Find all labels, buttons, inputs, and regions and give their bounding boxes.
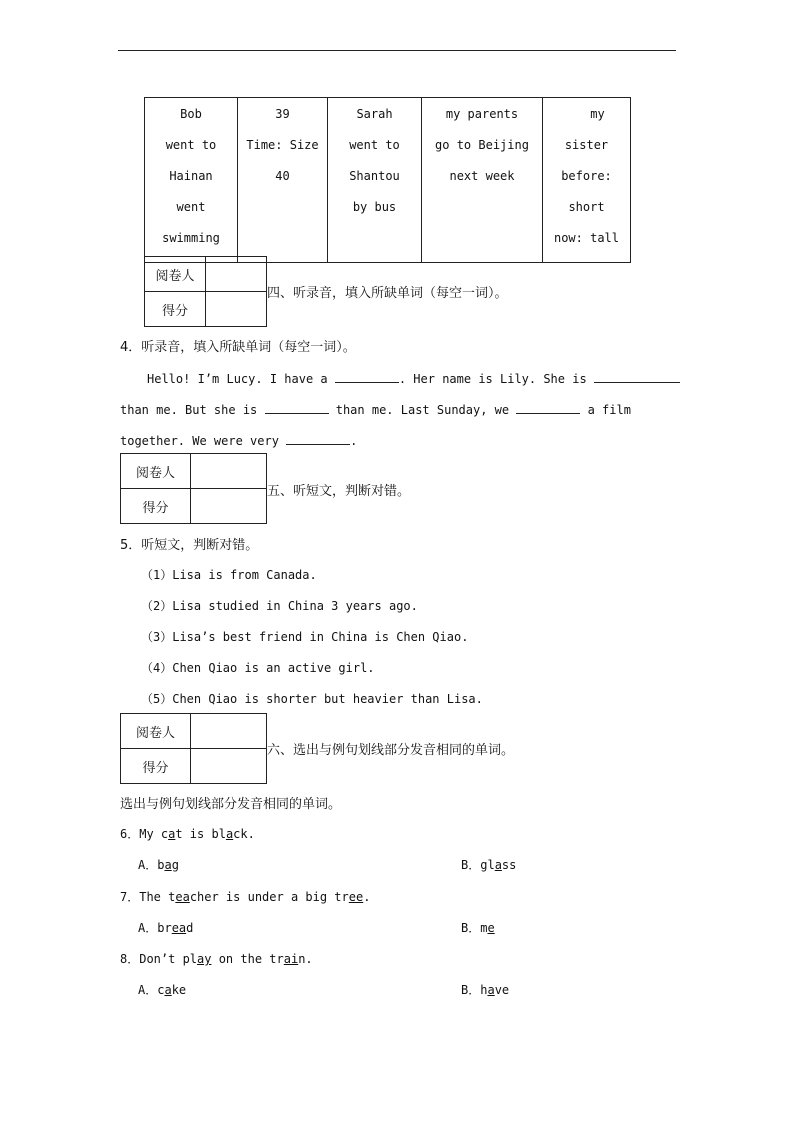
option-text: B．m [461, 921, 488, 935]
cell-line: sister [564, 138, 609, 152]
answer-blank[interactable] [286, 432, 350, 445]
option-text: d [186, 921, 194, 935]
passage-text: than me. Last Sunday, we [328, 403, 517, 417]
cell-line: Time: Size [246, 138, 319, 152]
score-input[interactable] [191, 489, 267, 524]
underlined-sound: a [487, 983, 495, 997]
answer-blank[interactable] [594, 370, 680, 383]
question-text: on the tr [211, 952, 284, 966]
reviewer-label: 阅卷人 [121, 454, 191, 489]
reviewer-input[interactable] [191, 454, 267, 489]
cell-line: by bus [352, 200, 397, 214]
option-text: B．gl [461, 858, 495, 872]
option-b[interactable] [461, 981, 509, 998]
cell-line: Hainan [169, 169, 213, 183]
passage-text: than me. But she is [120, 403, 265, 417]
table-cell [422, 98, 543, 263]
cell-line: swimming [162, 231, 220, 245]
underlined-sound: a [164, 858, 172, 872]
cell-line: 40 [275, 169, 290, 183]
statement-item: （3）Lisa’s best friend in China is Chen Qiao. [141, 630, 469, 644]
reviewer-input[interactable] [191, 714, 267, 749]
score-input[interactable] [206, 292, 267, 327]
score-label: 得分 [121, 749, 191, 784]
underlined-sound: a [168, 827, 176, 841]
table-cell [543, 98, 631, 263]
underlined-sound: ea [175, 890, 190, 904]
reviewer-input[interactable] [206, 257, 267, 292]
cell-line: short [568, 200, 605, 214]
cell-line: next week [449, 169, 515, 183]
section6-instruction: 选出与例句划线部分发音相同的单词。 [120, 797, 342, 812]
statement-item: （4）Chen Qiao is an active girl. [141, 661, 375, 675]
underlined-sound: a [225, 827, 234, 841]
passage-text: . [350, 434, 358, 448]
statement-item: （5）Chen Qiao is shorter but heavier than Lisa. [141, 692, 483, 706]
answer-blank[interactable] [265, 401, 329, 414]
option-a[interactable] [138, 919, 193, 936]
underlined-sound: a [494, 858, 502, 872]
cell-line: Shantou [349, 169, 400, 183]
cell-line: 39 [275, 107, 290, 121]
option-text: A．b [138, 858, 165, 872]
cell-line: went [176, 200, 206, 214]
option-text: B．h [461, 983, 488, 997]
section5-question: 5．听短文，判断对错。 [120, 538, 259, 553]
statement-item: （2）Lisa studied in China 3 years ago. [141, 599, 418, 613]
question-text: 6．My c [120, 827, 169, 841]
table-cell [328, 98, 422, 263]
reviewer-label: 阅卷人 [121, 714, 191, 749]
question-7 [120, 888, 370, 905]
cell-line: go to Beijing [435, 138, 529, 152]
top-table [144, 97, 631, 263]
section4-passage-line-3 [120, 432, 357, 448]
option-text: ke [171, 983, 187, 997]
section6-heading: 六、选出与例句划线部分发音相同的单词。 [267, 743, 515, 758]
option-b[interactable] [461, 919, 495, 936]
underlined-sound: a [164, 983, 172, 997]
score-label: 得分 [145, 292, 206, 327]
section4-passage-line-2 [120, 401, 631, 417]
section4-passage-line-1 [147, 370, 680, 386]
cell-line: now: tall [553, 231, 620, 245]
underlined-sound: ai [283, 952, 299, 966]
question-text: . [363, 890, 371, 904]
question-text: cher is under a big tr [189, 890, 349, 904]
section4-question: 4．听录音，填入所缺单词（每空一词）。 [120, 340, 356, 355]
passage-text: together. We were very [120, 434, 287, 448]
cell-line: my [590, 107, 605, 121]
cell-line: Bob [180, 107, 202, 121]
score-label: 得分 [121, 489, 191, 524]
header-rule [118, 50, 676, 51]
question-text: ck. [233, 827, 255, 841]
option-a[interactable] [138, 856, 179, 873]
underlined-sound: ay [197, 952, 212, 966]
passage-text: . Her name is Lily. She is [398, 372, 594, 386]
answer-blank[interactable] [335, 370, 399, 383]
table-cell [145, 98, 238, 263]
option-text: A．br [138, 921, 172, 935]
answer-blank[interactable] [516, 401, 580, 414]
table-cell [238, 98, 328, 263]
grader-box [144, 256, 267, 327]
question-8 [120, 950, 313, 967]
passage-text: a film [580, 403, 631, 417]
grader-box [120, 453, 267, 524]
score-input[interactable] [191, 749, 267, 784]
underlined-sound: ea [171, 921, 187, 935]
reviewer-label: 阅卷人 [145, 257, 206, 292]
grader-box [120, 713, 267, 784]
option-text: ss [501, 858, 517, 872]
section5-heading: 五、听短文，判断对错。 [267, 484, 411, 499]
option-a[interactable] [138, 981, 186, 998]
option-text: ve [494, 983, 510, 997]
question-text: n. [298, 952, 313, 966]
passage-text: Hello! I’m Lucy. I have a [147, 372, 335, 386]
statement-item: （1）Lisa is from Canada. [141, 568, 317, 582]
option-text: A．c [138, 983, 165, 997]
cell-line: went to [165, 138, 217, 152]
cell-line: before: [561, 169, 612, 183]
cell-line: my parents [445, 107, 519, 121]
question-text: 7．The t [120, 890, 176, 904]
section4-heading: 四、听录音，填入所缺单词（每空一词）。 [267, 286, 508, 301]
option-b[interactable] [461, 856, 516, 873]
question-text: 8．Don’t pl [120, 952, 198, 966]
question-6 [120, 825, 255, 842]
option-text: g [171, 858, 179, 872]
cell-line: Sarah [356, 107, 393, 121]
underlined-sound: e [487, 921, 495, 935]
underlined-sound: ee [348, 890, 364, 904]
question-text: t is bl [175, 827, 226, 841]
cell-line: went to [349, 138, 400, 152]
